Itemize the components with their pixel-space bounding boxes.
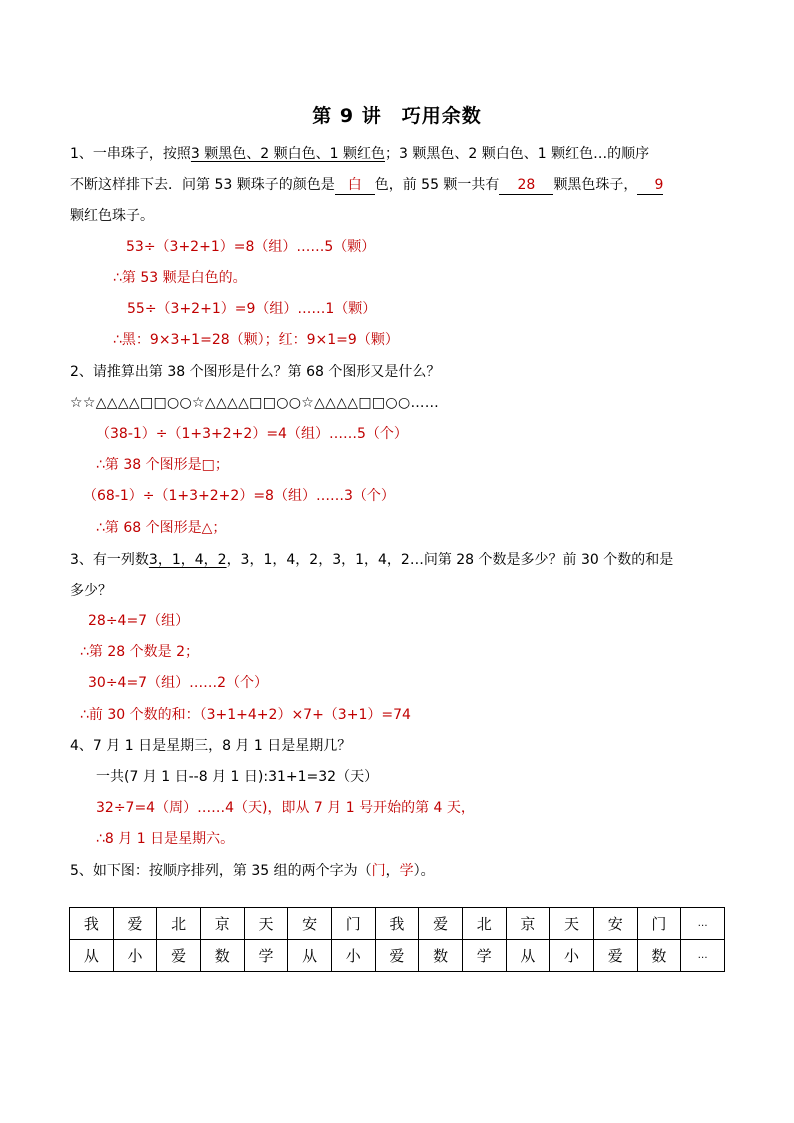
table-cell: 数 xyxy=(419,940,463,972)
q4-solution-1: 一共(7 月 1 日--8 月 1 日):31+1=32（天） xyxy=(96,769,379,785)
table-cell: 我 xyxy=(375,908,419,940)
q2-line-1: 2、请推算出第 38 个图形是什么？第 68 个图形又是什么？ xyxy=(70,364,441,380)
table-cell: 爱 xyxy=(419,908,463,940)
table-cell: 京 xyxy=(200,908,244,940)
q1-text-d: 色，前 55 颗一共有 xyxy=(374,177,500,193)
table-cell-ellipsis: … xyxy=(681,940,725,972)
table-cell: 爱 xyxy=(157,940,201,972)
table-cell: 京 xyxy=(506,908,550,940)
q3-text-b: ，3，1，4，2，3，1，4，2…问第 28 个数是多少？前 30 个数的和是 xyxy=(226,552,674,568)
table-cell: 学 xyxy=(462,940,506,972)
q1-text-e: 颗黑色珠子， xyxy=(553,177,638,193)
q4-solution-2: 32÷7=4（周）……4（天)，即从 7 月 1 号开始的第 4 天， xyxy=(96,800,475,816)
q3-text-a: 3、有一列数 xyxy=(70,552,149,568)
q2-solution-2: ∴第 38 个图形是□； xyxy=(96,457,229,473)
answer-blank-color: 白 xyxy=(335,176,375,195)
q1-line-3: 颗红色珠子。 xyxy=(70,208,154,224)
table-cell: 天 xyxy=(550,908,594,940)
table-cell: 北 xyxy=(462,908,506,940)
table-cell: 爱 xyxy=(375,940,419,972)
q5-text-end: ）。 xyxy=(413,863,435,879)
q3-solution-4: ∴前 30 个数的和：（3+1+4+2）×7+（3+1）=74 xyxy=(80,707,411,723)
q1-text-b: ；3 颗黑色、2 颗白色、1 颗红色…的顺序 xyxy=(385,146,650,162)
q2-shape-sequence: ☆☆△△△△□□○○☆△△△△□□○○☆△△△△□□○○…… xyxy=(70,395,440,411)
table-cell: 小 xyxy=(113,940,157,972)
q5-answer-2: 学 xyxy=(399,863,414,879)
q5-answer-1: 门 xyxy=(371,863,386,879)
q5-line-1 xyxy=(70,861,435,881)
answer-blank-black-count: 28 xyxy=(499,176,553,195)
table-cell: 学 xyxy=(244,940,288,972)
table-cell: 我 xyxy=(70,908,114,940)
table-cell: 从 xyxy=(70,940,114,972)
table-cell: 爱 xyxy=(593,940,637,972)
q4-line-1: 4、7 月 1 日是星期三，8 月 1 日是星期几？ xyxy=(70,738,352,754)
q4-solution-3: ∴8 月 1 日是星期六。 xyxy=(96,831,235,847)
q2-solution-3: （68-1）÷（1+3+2+2）=8（组）……3（个） xyxy=(83,488,395,504)
q2-solution-1: （38-1）÷（1+3+2+2）=4（组）……5（个） xyxy=(96,426,408,442)
q3-solution-1: 28÷4=7（组） xyxy=(88,613,190,629)
answer-blank-red-count: 9 xyxy=(637,176,663,195)
table-cell: 门 xyxy=(331,908,375,940)
table-cell-ellipsis: … xyxy=(681,908,725,940)
table-cell: 小 xyxy=(331,940,375,972)
table-cell: 门 xyxy=(637,908,681,940)
q2-solution-4: ∴第 68 个图形是△； xyxy=(96,520,227,536)
q1-solution-2: ∴第 53 颗是白色的。 xyxy=(113,270,247,286)
page-title: 第 9 讲 巧用余数 xyxy=(312,105,482,127)
table-cell: 爱 xyxy=(113,908,157,940)
table-row-2 xyxy=(70,940,725,972)
q1-text-c: 不断这样排下去．问第 53 颗珠子的颜色是 xyxy=(70,177,335,193)
q1-line-1 xyxy=(70,144,649,164)
q5-text-a: 5、如下图：按顺序排列，第 35 组的两个字为（ xyxy=(70,863,372,879)
table-cell: 从 xyxy=(506,940,550,972)
table-cell: 数 xyxy=(200,940,244,972)
q3-underlined-group: 3，1，4，2 xyxy=(148,552,227,568)
table-cell: 安 xyxy=(288,908,332,940)
q1-solution-3: 55÷（3+2+1）=9（组）……1（颗） xyxy=(127,301,377,317)
q3-line-1 xyxy=(70,550,673,570)
q5-separator: ， xyxy=(385,863,400,879)
table-cell: 北 xyxy=(157,908,201,940)
table-row-1 xyxy=(70,908,725,940)
q1-underlined-pattern: 3 颗黑色、2 颗白色、1 颗红色 xyxy=(190,146,385,162)
table-cell: 数 xyxy=(637,940,681,972)
q3-solution-3: 30÷4=7（组）……2（个） xyxy=(88,675,268,691)
q3-line-2: 多少？ xyxy=(70,583,112,599)
table-cell: 安 xyxy=(593,908,637,940)
table-cell: 天 xyxy=(244,908,288,940)
q1-solution-4: ∴黑：9×3+1=28（颗）；红：9×1=9（颗） xyxy=(113,332,399,348)
q1-line-2 xyxy=(70,175,663,195)
q3-solution-2: ∴第 28 个数是 2； xyxy=(80,644,199,660)
q1-solution-1: 53÷（3+2+1）=8（组）……5（颗） xyxy=(126,239,376,255)
q1-text-a: 1、一串珠子，按照 xyxy=(70,146,191,162)
table-cell: 小 xyxy=(550,940,594,972)
character-table xyxy=(69,907,725,972)
table-cell: 从 xyxy=(288,940,332,972)
